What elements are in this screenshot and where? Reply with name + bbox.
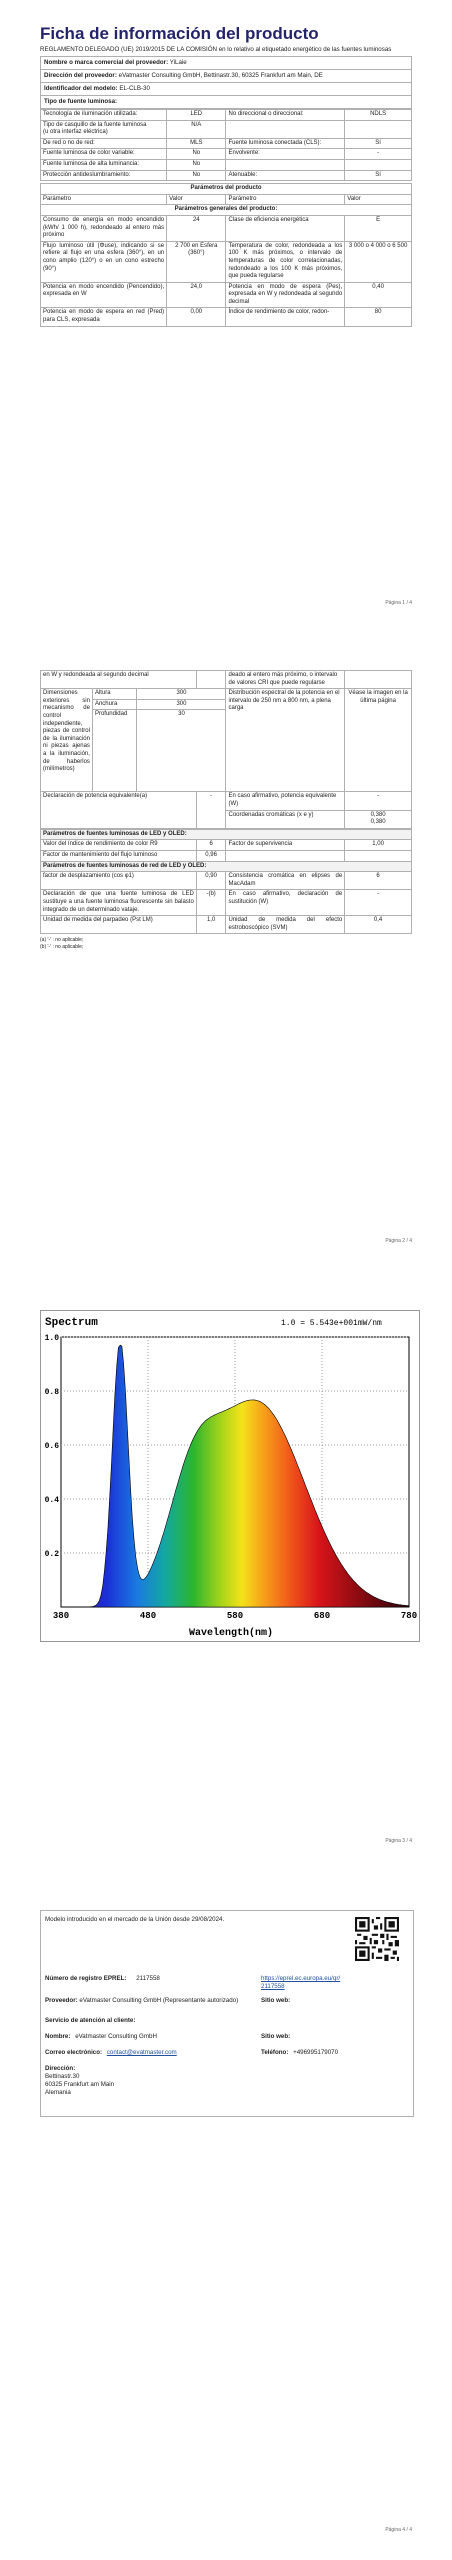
table-cell: Factor de mantenimiento del flujo luminoso	[41, 850, 197, 861]
supplier-address-label: Dirección del proveedor:	[44, 72, 117, 79]
table-cell: 3 000 o 4 000 o 6 500	[345, 241, 412, 282]
provider-label: Proveedor:	[45, 1997, 78, 2004]
table-row	[41, 840, 412, 851]
table-cell	[345, 159, 412, 170]
table-cell: Valor del índice de rendimiento de color R9	[41, 840, 197, 851]
page-number: Página 3 / 4	[385, 1838, 412, 1844]
provider-row	[45, 1997, 250, 2005]
table-cell: -	[345, 890, 412, 916]
type-label: Tipo de fuente luminosa:	[40, 96, 412, 109]
params-table	[40, 183, 412, 327]
dim-name: Altura	[92, 689, 137, 700]
col-param: Parámetro	[226, 194, 345, 205]
table-cell: Potencia en modo de espera en red (Pred) para CLS, expresada	[41, 308, 167, 326]
table-cell	[226, 159, 345, 170]
table-cell: Potencia en modo encendido (Pencendido), expresada en W	[41, 282, 167, 308]
dimensions-label: Dimensiones exteriores sin mecanismo de control independiente, piezas de control de la iluminación ni piezas ajenas a la iluminación, de haberlos (milímetros)	[41, 689, 93, 792]
table-cell: Atenuable:	[226, 170, 345, 181]
regulation-text: REGLAMENTO DELEGADO (UE) 2019/2015 DE LA COMISIÓN en lo relativo al etiquetado energético de las fuentes luminosas	[40, 46, 392, 53]
table-row	[41, 872, 412, 890]
eprel-link[interactable]: https://eprel.ec.europa.eu/qr/2117558	[261, 1975, 341, 1990]
led-table	[40, 829, 412, 935]
spectral-label: Distribución espectral de la potencia en el intervalo de 250 nm a 800 nm, a plena carga	[226, 689, 345, 792]
market-intro: Modelo introducido en el mercado de la Unión desde 29/08/2024.	[45, 1916, 225, 1923]
website-label: Sitio web:	[261, 1997, 291, 2004]
table-cell: Fuente luminosa conectada (CLS):	[226, 138, 345, 149]
table-cell: Clase de eficiencia energética	[226, 215, 345, 241]
table-cell: Potencia en modo de espera (Pes), expresada en W y redondeada al segundo decimal	[226, 282, 345, 308]
equiv-right-label: En caso afirmativo, potencia equivalente (W)	[226, 792, 345, 810]
table-cell	[345, 850, 412, 861]
table-row	[41, 120, 412, 138]
general-title: Parámetros generales del producto:	[41, 205, 412, 216]
name-label: Nombre:	[45, 2033, 71, 2040]
table-row	[41, 138, 412, 149]
equiv-value: -	[196, 792, 226, 828]
table-cell: Temperatura de color, redondeada a los 100 K más próximos, o intervalo de temperaturas de color correlacionadas, redondeado a los 100 K más próximos, que pueda regularse	[226, 241, 345, 282]
table-row	[41, 916, 412, 934]
dim-value: 300	[137, 689, 226, 700]
table-cell: -(b)	[196, 890, 226, 916]
x-tick-label: 480	[139, 1611, 157, 1621]
table-row	[41, 159, 412, 170]
continued-left: en W y redondeada al segundo decimal	[41, 671, 197, 689]
model-label: Identificador del modelo:	[44, 85, 118, 92]
table-row	[41, 170, 412, 181]
x-axis-label: Wavelength(nm)	[188, 1628, 274, 1639]
name-value: eVatmaster Consulting GmbH	[75, 2033, 157, 2040]
supplier-address: eVatmaster Consulting GmbH, Bettinastr.30, 60325 Frankfurt am Main, DE	[118, 72, 323, 79]
table-cell: N/A	[167, 120, 226, 138]
equiv-label: Declaración de potencia equivalente(a)	[41, 792, 197, 828]
mains-title: Parámetros de fuentes luminosas de red de LED y OLED:	[41, 861, 412, 872]
col-value: Valor	[167, 194, 226, 205]
x-tick-label: 580	[226, 1611, 244, 1621]
table-cell: Declaración de que una fuente luminosa de LED sustituye a una fuente luminosa fluorescente sin balasto integrado de un determinado vataje.	[41, 890, 197, 916]
table-cell	[226, 120, 345, 138]
table-cell: 6	[345, 872, 412, 890]
table-cell: 1,00	[345, 840, 412, 851]
params-title: Parámetros del producto	[41, 184, 412, 195]
table-cell: 0,90	[196, 872, 226, 890]
table-cell: Consistencia cromática en elipses de MacAdam	[226, 872, 345, 890]
table-row	[41, 282, 412, 308]
table-cell: No	[167, 149, 226, 160]
spectrum-info: 1.0 = 5.543e+001mW/nm	[281, 1319, 382, 1328]
table-cell	[226, 850, 345, 861]
table-cell: 0,96	[196, 850, 226, 861]
service-label: Servicio de atención al cliente:	[45, 2017, 136, 2024]
eprel-row	[45, 1975, 160, 1983]
table-cell: 1,0	[196, 916, 226, 934]
table-row	[41, 850, 412, 861]
note-b: (b) '-' : no aplicable;	[40, 943, 84, 950]
table-row	[41, 110, 412, 121]
x-tick-label: 380	[52, 1611, 70, 1621]
address-label: Dirección:	[45, 2065, 76, 2072]
col-param: Parámetro	[41, 194, 167, 205]
dim-name: Anchura	[92, 699, 137, 710]
table-cell: Fuente luminosa de alta luminancia:	[41, 159, 167, 170]
website-label-2: Sitio web:	[261, 2033, 291, 2040]
page-1	[40, 24, 412, 327]
table-cell: Unidad de medida del parpadeo (Pst LM)	[41, 916, 197, 934]
table-cell: Consumo de energía en modo encendido (kWh/ 1 000 h), redondeado al entero más próximo	[41, 215, 167, 241]
spectrum-title: Spectrum	[45, 1317, 98, 1329]
type-table	[40, 109, 412, 181]
table-cell: No	[167, 170, 226, 181]
phone-row	[261, 2049, 338, 2057]
table-cell: 24,0	[167, 282, 226, 308]
dim-value: 30	[137, 710, 226, 792]
spectrum-chart	[40, 1310, 420, 1642]
page-title: Ficha de información del producto	[40, 24, 319, 43]
provider-value: eVatmaster Consulting GmbH (Representante autorizado)	[79, 1997, 239, 2004]
col-value: Valor	[345, 194, 412, 205]
y-tick-label: 1.0	[44, 1334, 59, 1343]
supplier-address-row	[40, 70, 412, 83]
table-row	[41, 149, 412, 160]
dim-value: 300	[137, 699, 226, 710]
address-line: Bettinastr.30	[45, 2073, 80, 2080]
table-row	[41, 241, 412, 282]
table-cell: Sí	[345, 170, 412, 181]
table-cell: 80	[345, 308, 412, 326]
note-a: (a) '-' : no aplicable;	[40, 937, 84, 944]
table-cell: 0,4	[345, 916, 412, 934]
table-cell: No	[167, 159, 226, 170]
table-cell: Factor de supervivencia	[226, 840, 345, 851]
x-tick-label: 780	[400, 1611, 418, 1621]
phone-label: Teléfono:	[261, 2049, 289, 2056]
model-id: EL-CLB-30	[119, 85, 150, 92]
table-cell	[345, 120, 412, 138]
table-cell: Fuente luminosa de color variable:	[41, 149, 167, 160]
table-cell: Unidad de medida del efecto estroboscópico (SVM)	[226, 916, 345, 934]
phone-value: +496995179070	[293, 2049, 339, 2056]
table-cell: 0,40	[345, 282, 412, 308]
params-continued-table	[40, 670, 412, 829]
supplier-name-label: Nombre o marca comercial del proveedor:	[44, 59, 169, 66]
address-line: 60325 Frankfurt am Main	[45, 2081, 115, 2088]
email-link[interactable]: contact@evatmaster.com	[106, 2049, 177, 2056]
model-row	[40, 83, 412, 96]
x-tick-label: 680	[313, 1611, 331, 1621]
table-cell: De red o no de red:	[41, 138, 167, 149]
continued-right: deado al entero más próximo, o intervalo de valores CRI que puede regularse	[226, 671, 345, 689]
table-cell: MLS	[167, 138, 226, 149]
page-2	[40, 670, 412, 950]
table-cell: Tecnología de iluminación utilizada:	[41, 110, 167, 121]
spectrum-curve	[61, 1345, 409, 1607]
table-cell: Envolvente:	[226, 149, 345, 160]
dim-name: Profundidad	[92, 710, 137, 792]
table-row	[41, 308, 412, 326]
spectral-value: Véase la imagen en la última página	[345, 689, 412, 792]
eprel-value: 2117558	[136, 1975, 160, 1982]
email-row	[45, 2049, 177, 2057]
led-title: Parámetros de fuentes luminosas de LED y OLED:	[41, 829, 412, 840]
table-cell: LED	[167, 110, 226, 121]
email-label: Correo electrónico:	[45, 2049, 103, 2056]
coords-label: Coordenadas cromáticas (x e y)	[226, 810, 345, 828]
y-tick-label: 0.4	[44, 1496, 59, 1505]
table-cell: Flujo luminoso útil (Φuse), indicando si se refiere al flujo en una esfera (360°), en un cono amplio (120°) o en un cono estrecho (90°)	[41, 241, 167, 282]
name-row	[45, 2033, 157, 2041]
table-row	[41, 215, 412, 241]
page-number: Página 2 / 4	[385, 1238, 412, 1244]
table-cell: No direccional o direccional:	[226, 110, 345, 121]
equiv-right-value: -	[345, 792, 412, 810]
page-number: Página 1 / 4	[385, 600, 412, 606]
address-block	[45, 2065, 114, 2097]
spectrum-svg	[41, 1311, 419, 1641]
table-cell: En caso afirmativo, declaración de sustitución (W)	[226, 890, 345, 916]
table-cell: 6	[196, 840, 226, 851]
table-cell: Tipo de casquillo de la fuente luminosa (u otra interfaz eléctrica)	[41, 120, 167, 138]
table-cell: Sí	[345, 138, 412, 149]
table-cell: E	[345, 215, 412, 241]
coords-value: 0,380 0,380	[345, 810, 412, 828]
y-tick-label: 0.2	[44, 1550, 59, 1559]
table-cell: NDLS	[345, 110, 412, 121]
table-cell: factor de desplazamiento (cos φ1)	[41, 872, 197, 890]
table-cell: 0,00	[167, 308, 226, 326]
y-tick-label: 0.8	[44, 1388, 59, 1397]
table-cell: 2 700 en Esfera (360°)	[167, 241, 226, 282]
supplier-name-row	[40, 56, 412, 70]
table-row	[41, 890, 412, 916]
table-cell: Índice de rendimiento de color, redon-	[226, 308, 345, 326]
page-4-box	[40, 1910, 414, 2117]
eprel-label: Número de registro EPREL:	[45, 1975, 127, 1982]
table-cell: 24	[167, 215, 226, 241]
table-cell: -	[345, 149, 412, 160]
address-line: Alemania	[45, 2089, 71, 2096]
page-number: Página 4 / 4	[385, 2527, 412, 2533]
y-tick-label: 0.6	[44, 1442, 59, 1451]
qr-code-icon[interactable]	[355, 1917, 399, 1961]
supplier-name: YiLaie	[169, 59, 187, 66]
table-cell: Protección antideslumbramiento:	[41, 170, 167, 181]
